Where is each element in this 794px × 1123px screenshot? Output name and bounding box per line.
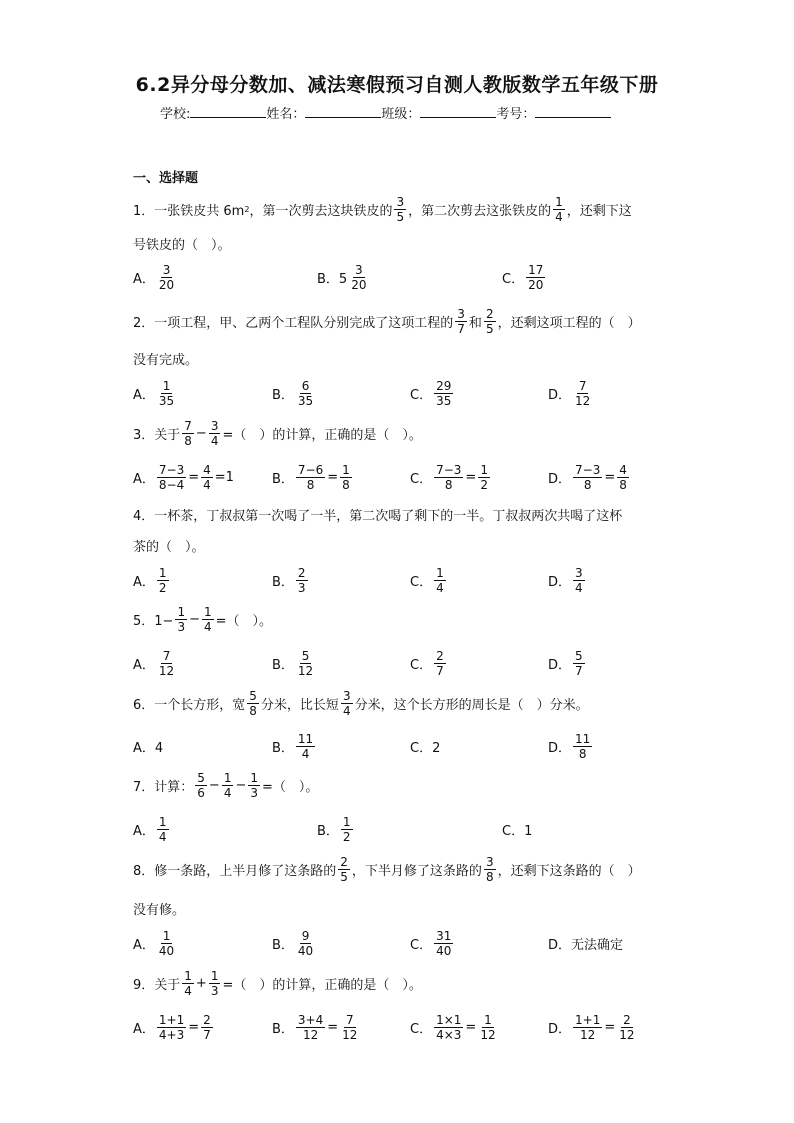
question-7-stem	[133, 772, 318, 799]
q7-text-a: 7．计算：	[133, 780, 194, 795]
q3-fraction-1: $\frac{7}{8}$	[184, 419, 192, 448]
option-a[interactable]: A． $\frac{1}{4}$	[133, 814, 167, 844]
q7-fraction-2: $\frac{1}{4}$	[223, 771, 232, 800]
option-b[interactable]: B． $\frac{2}{3}$	[272, 565, 306, 595]
q7-text-b: =（ ）。	[262, 780, 319, 795]
school-blank	[190, 105, 266, 118]
q7-minus-2: −	[235, 778, 247, 793]
question-6-stem	[133, 690, 589, 717]
q1-fraction-2: $\frac{1}{4}$	[555, 195, 563, 224]
student-info-line	[160, 103, 611, 122]
q6-fraction-2: $\frac{3}{4}$	[342, 689, 351, 718]
option-d[interactable]: D． $\frac{11}{8}$	[548, 731, 591, 761]
q1-line2: 号铁皮的（ ）。	[133, 238, 231, 253]
option-b[interactable]: B． $\frac{1}{2}$	[317, 814, 351, 844]
q9-text-a: 9．关于	[133, 978, 181, 993]
question-4-stem: 4．一杯茶，丁叔叔第一次喝了一半，第二次喝了剩下的一半。丁叔叔两次共喝了这杯	[133, 509, 623, 524]
q8-line2: 没有修。	[133, 903, 186, 918]
school-label: 学校:	[160, 107, 191, 122]
q2-text-and: 和	[468, 316, 482, 331]
option-c[interactable]: C． $\frac{1\times 1}{4\times 3}$ = $\frac{1}{12}$	[410, 1012, 496, 1042]
option-a[interactable]: A． $\frac{7-3}{8-4}$ = $\frac{4}{4}$ =1	[133, 462, 234, 492]
option-a[interactable]: A． $\frac{1}{2}$	[133, 565, 167, 595]
class-label: 班级：	[381, 107, 421, 122]
q2-text-b: ，还剩这项工程的（ ）	[497, 316, 641, 331]
option-c[interactable]: C． $\frac{29}{35}$	[410, 378, 452, 408]
page-title: 6.2异分母分数加、减法寒假预习自测人教版数学五年级下册	[135, 74, 659, 96]
name-label: 姓名：	[266, 107, 306, 122]
option-b[interactable]: B． $\frac{6}{35}$	[272, 378, 314, 408]
q5-text-b: =（ ）。	[215, 614, 273, 629]
option-c[interactable]: C． $\frac{7-3}{8}$ = $\frac{1}{2}$	[410, 462, 488, 492]
q5-minus: −	[189, 612, 200, 627]
q8-text-b: ，下半月修了这条路的	[351, 864, 482, 879]
id-label: 考号：	[496, 107, 536, 122]
q7-minus-1: −	[208, 778, 220, 793]
question-7-options	[133, 810, 693, 848]
q2-line2: 没有完成。	[133, 353, 199, 368]
q8-text-a: 8．修一条路，上半月修了这条路的	[133, 864, 337, 879]
option-c[interactable]: C． $\frac{31}{40}$	[410, 928, 452, 958]
q7-fraction-1: $\frac{5}{6}$	[197, 771, 205, 800]
question-8-stem	[133, 856, 641, 883]
question-9-stem	[133, 970, 422, 997]
q5-text-a: 5．1−	[133, 614, 174, 629]
q3-minus: −	[195, 426, 207, 441]
q6-fraction-1: $\frac{5}{8}$	[249, 689, 257, 718]
option-d[interactable]: D． $\frac{1+1}{12}$ = $\frac{2}{12}$	[548, 1012, 635, 1042]
option-a[interactable]: A． $\frac{1+1}{4+3}$ = $\frac{2}{7}$	[133, 1012, 211, 1042]
question-3-stem	[133, 420, 422, 447]
q1-text-a: 1．一张铁皮共 6m	[133, 204, 245, 219]
q5-fraction-1: $\frac{1}{3}$	[177, 605, 186, 634]
q3-text-b: =（ ）的计算，正确的是（ ）。	[222, 428, 422, 443]
q3-text-a: 3．关于	[133, 428, 181, 443]
q8-fraction-1: $\frac{2}{5}$	[340, 855, 348, 884]
class-blank	[420, 105, 496, 118]
option-b[interactable]: B． $\frac{11}{4}$	[272, 731, 314, 761]
option-d[interactable]: D． $\frac{5}{7}$	[548, 648, 583, 678]
q9-fraction-1: $\frac{1}{4}$	[184, 969, 192, 998]
name-blank	[305, 105, 381, 118]
option-c[interactable]: C． $\frac{17}{20}$	[502, 262, 544, 292]
q8-fraction-2: $\frac{3}{8}$	[485, 855, 494, 884]
q3-fraction-2: $\frac{3}{4}$	[210, 419, 219, 448]
option-a[interactable]: A． $\frac{7}{12}$	[133, 648, 175, 678]
option-a[interactable]: A． $\frac{3}{20}$	[133, 262, 175, 292]
option-c[interactable]: C．2	[410, 740, 441, 756]
q1-text-b: ，第一次剪去这块铁皮的	[249, 204, 393, 219]
q6-text-c: 分米，这个长方形的周长是（ ）分米。	[354, 698, 589, 713]
option-c[interactable]: C． $\frac{2}{7}$	[410, 648, 444, 678]
q4-line2: 茶的（ ）。	[133, 540, 205, 555]
option-c[interactable]: C．1	[502, 823, 533, 839]
option-d[interactable]: D． $\frac{7}{12}$	[548, 378, 591, 408]
option-b[interactable]: B． $\frac{5}{12}$	[272, 648, 314, 678]
option-a[interactable]: A．4	[133, 740, 164, 756]
option-b[interactable]: B． $\frac{7-6}{8}$ = $\frac{1}{8}$	[272, 462, 350, 492]
option-c[interactable]: C． $\frac{1}{4}$	[410, 565, 444, 595]
option-d[interactable]: D． $\frac{3}{4}$	[548, 565, 583, 595]
q7-fraction-3: $\frac{1}{3}$	[250, 771, 259, 800]
question-1-stem	[133, 196, 632, 223]
question-1-options	[133, 258, 693, 296]
q1-fraction-1: $\frac{3}{5}$	[396, 195, 405, 224]
question-2-stem	[133, 308, 641, 335]
question-2-options	[133, 374, 693, 412]
q8-text-c: ，还剩下这条路的（ ）	[497, 864, 641, 879]
question-4-options	[133, 561, 693, 599]
q1-sup: 2	[244, 205, 250, 214]
q1-text-c: ，第二次剪去这张铁皮的	[408, 204, 552, 219]
q9-fraction-2: $\frac{1}{3}$	[210, 969, 219, 998]
option-a[interactable]: A． $\frac{1}{40}$	[133, 928, 175, 958]
q2-fraction-2: $\frac{2}{5}$	[485, 307, 494, 336]
question-5-options	[133, 644, 693, 682]
question-6-options	[133, 727, 693, 765]
q9-text-b: =（ ）的计算，正确的是（ ）。	[222, 978, 422, 993]
id-blank	[535, 105, 611, 118]
q2-fraction-1: $\frac{3}{7}$	[457, 307, 465, 336]
q6-text-a: 6．一个长方形，宽	[133, 698, 246, 713]
q9-plus: +	[195, 976, 207, 991]
question-3-options	[133, 458, 693, 496]
q5-fraction-2: $\frac{1}{4}$	[203, 605, 212, 634]
option-b[interactable]: B．5 $\frac{3}{20}$	[317, 262, 367, 292]
option-d[interactable]: D． $\frac{7-3}{8}$ = $\frac{4}{8}$	[548, 462, 627, 492]
option-d[interactable]: D．无法确定	[548, 937, 624, 953]
q1-text-d: ，还剩下这	[566, 204, 632, 219]
question-9-options	[133, 1008, 693, 1046]
option-a[interactable]: A． $\frac{1}{35}$	[133, 378, 175, 408]
option-b[interactable]: B． $\frac{3+4}{12}$ = $\frac{7}{12}$	[272, 1012, 358, 1042]
option-b[interactable]: B． $\frac{9}{40}$	[272, 928, 314, 958]
question-8-options	[133, 924, 693, 962]
q2-text-a: 2．一项工程，甲、乙两个工程队分别完成了这项工程的	[133, 316, 454, 331]
section-heading: 一、选择题	[133, 171, 199, 186]
question-5-stem	[133, 606, 272, 633]
q6-text-b: 分米，比长短	[260, 698, 339, 713]
